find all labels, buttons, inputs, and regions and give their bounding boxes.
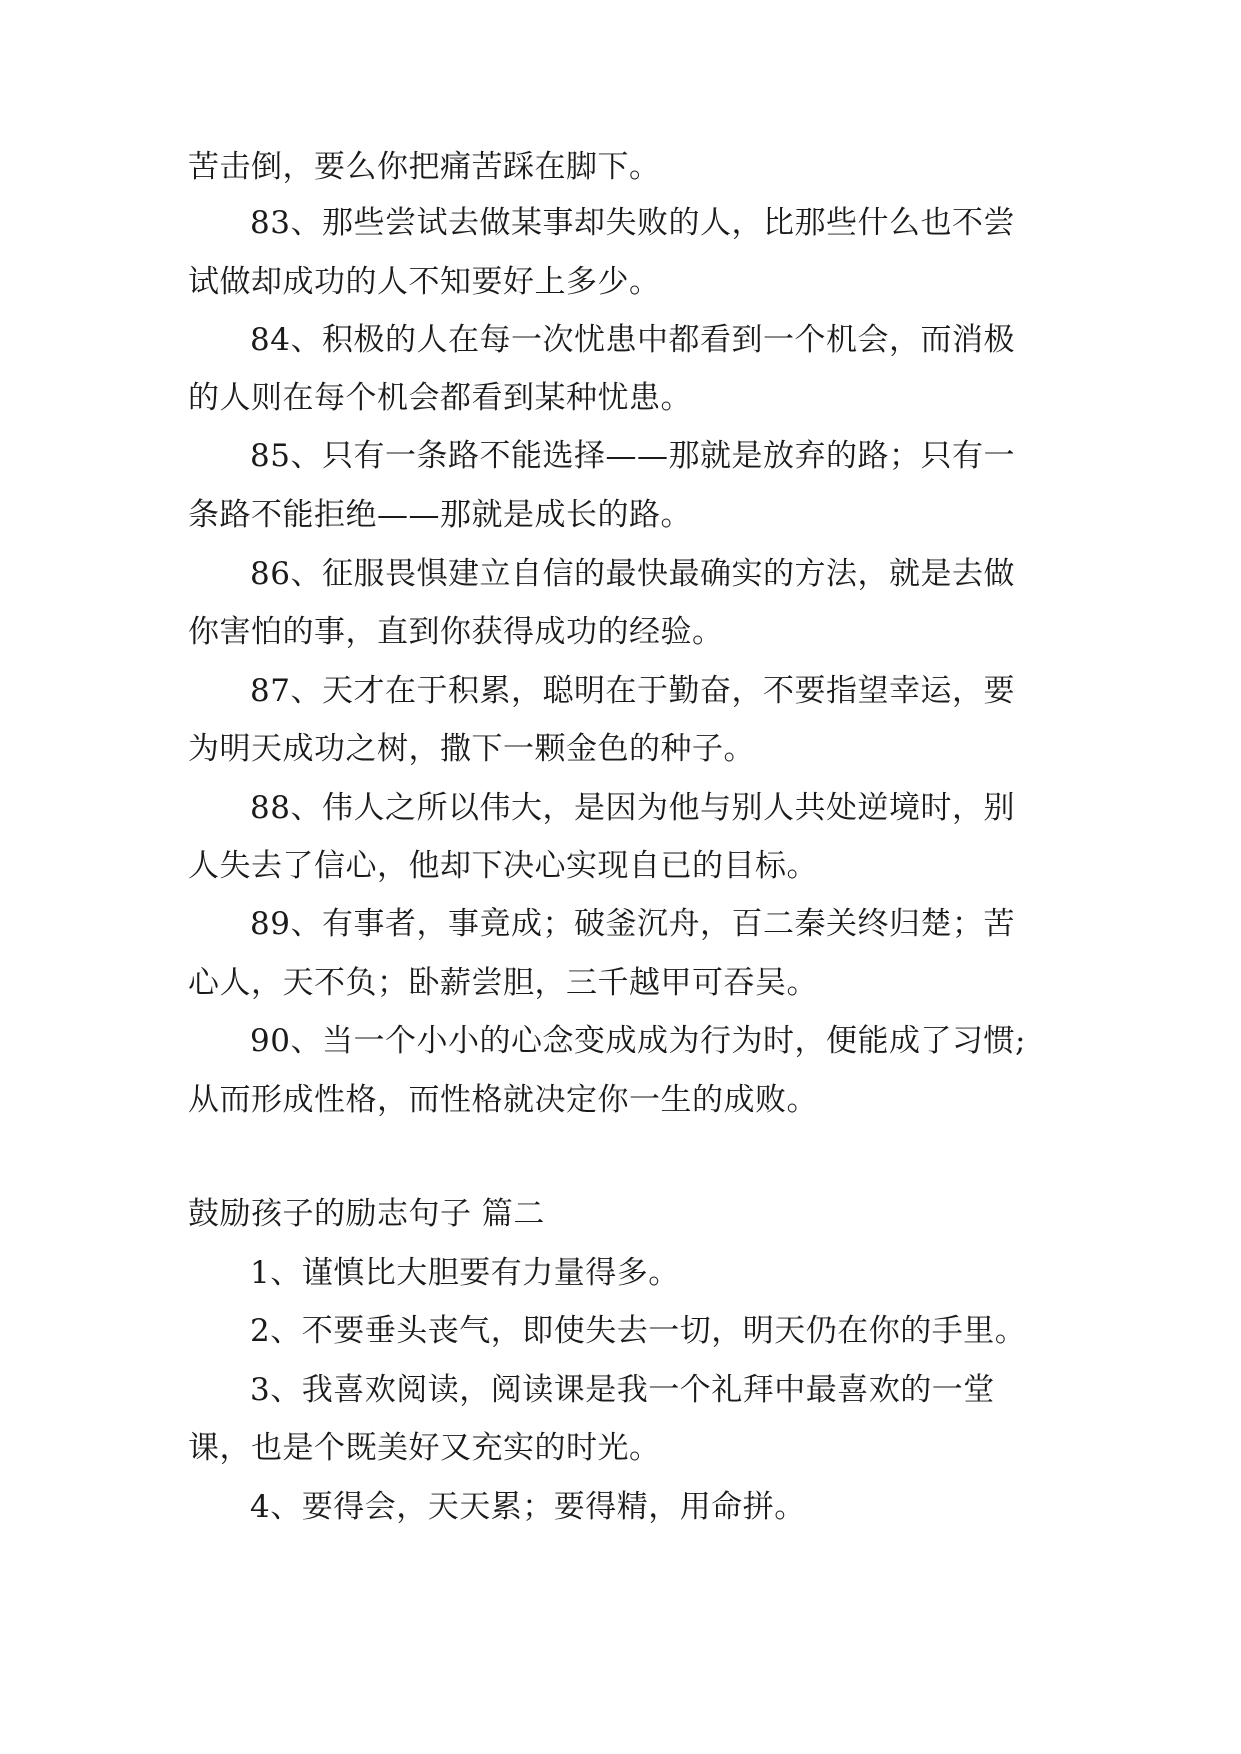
text-line: 4、要得会，天天累；要得精，用命拼。	[250, 1489, 806, 1525]
text-line: 1、谨慎比大胆要有力量得多。	[250, 1255, 680, 1291]
text-line: 86、征服畏惧建立自信的最快最确实的方法，就是去做	[250, 556, 1015, 592]
text-line: 84、积极的人在每一次忧患中都看到一个机会，而消极	[250, 322, 1015, 358]
text-line: 试做却成功的人不知要好上多少。	[188, 264, 661, 300]
text-line: 为明天成功之树，撒下一颗金色的种子。	[188, 731, 755, 767]
section-heading: 鼓励孩子的励志句子 篇二	[188, 1196, 545, 1232]
text-line: 苦击倒，要么你把痛苦踩在脚下。	[188, 149, 661, 185]
text-line: 你害怕的事，直到你获得成功的经验。	[188, 614, 724, 650]
text-line: 条路不能拒绝——那就是成长的路。	[188, 497, 692, 533]
text-line: 的人则在每个机会都看到某种忧患。	[188, 380, 692, 416]
text-line: 87、天才在于积累，聪明在于勤奋，不要指望幸运，要	[250, 673, 1015, 709]
text-line: 课，也是个既美好又充实的时光。	[188, 1430, 661, 1466]
text-line: 90、当一个小小的心念变成成为行为时，便能成了习惯;	[250, 1023, 1026, 1059]
text-line: 89、有事者，事竟成；破釜沉舟，百二秦关终归楚；苦	[250, 906, 1015, 942]
text-line: 心人，天不负；卧薪尝胆，三千越甲可吞吴。	[188, 965, 818, 1001]
text-line: 88、伟人之所以伟大，是因为他与别人共处逆境时，别	[250, 790, 1015, 826]
text-line: 83、那些尝试去做某事却失败的人，比那些什么也不尝	[250, 205, 1015, 241]
text-line: 从而形成性格，而性格就决定你一生的成败。	[188, 1082, 818, 1118]
text-line: 3、我喜欢阅读，阅读课是我一个礼拜中最喜欢的一堂	[250, 1372, 995, 1408]
text-line: 人失去了信心，他却下决心实现自已的目标。	[188, 848, 818, 884]
text-line: 2、不要垂头丧气，即使失去一切，明天仍在你的手里。	[250, 1313, 1027, 1349]
text-line: 85、只有一条路不能选择——那就是放弃的路；只有一	[250, 438, 1015, 474]
